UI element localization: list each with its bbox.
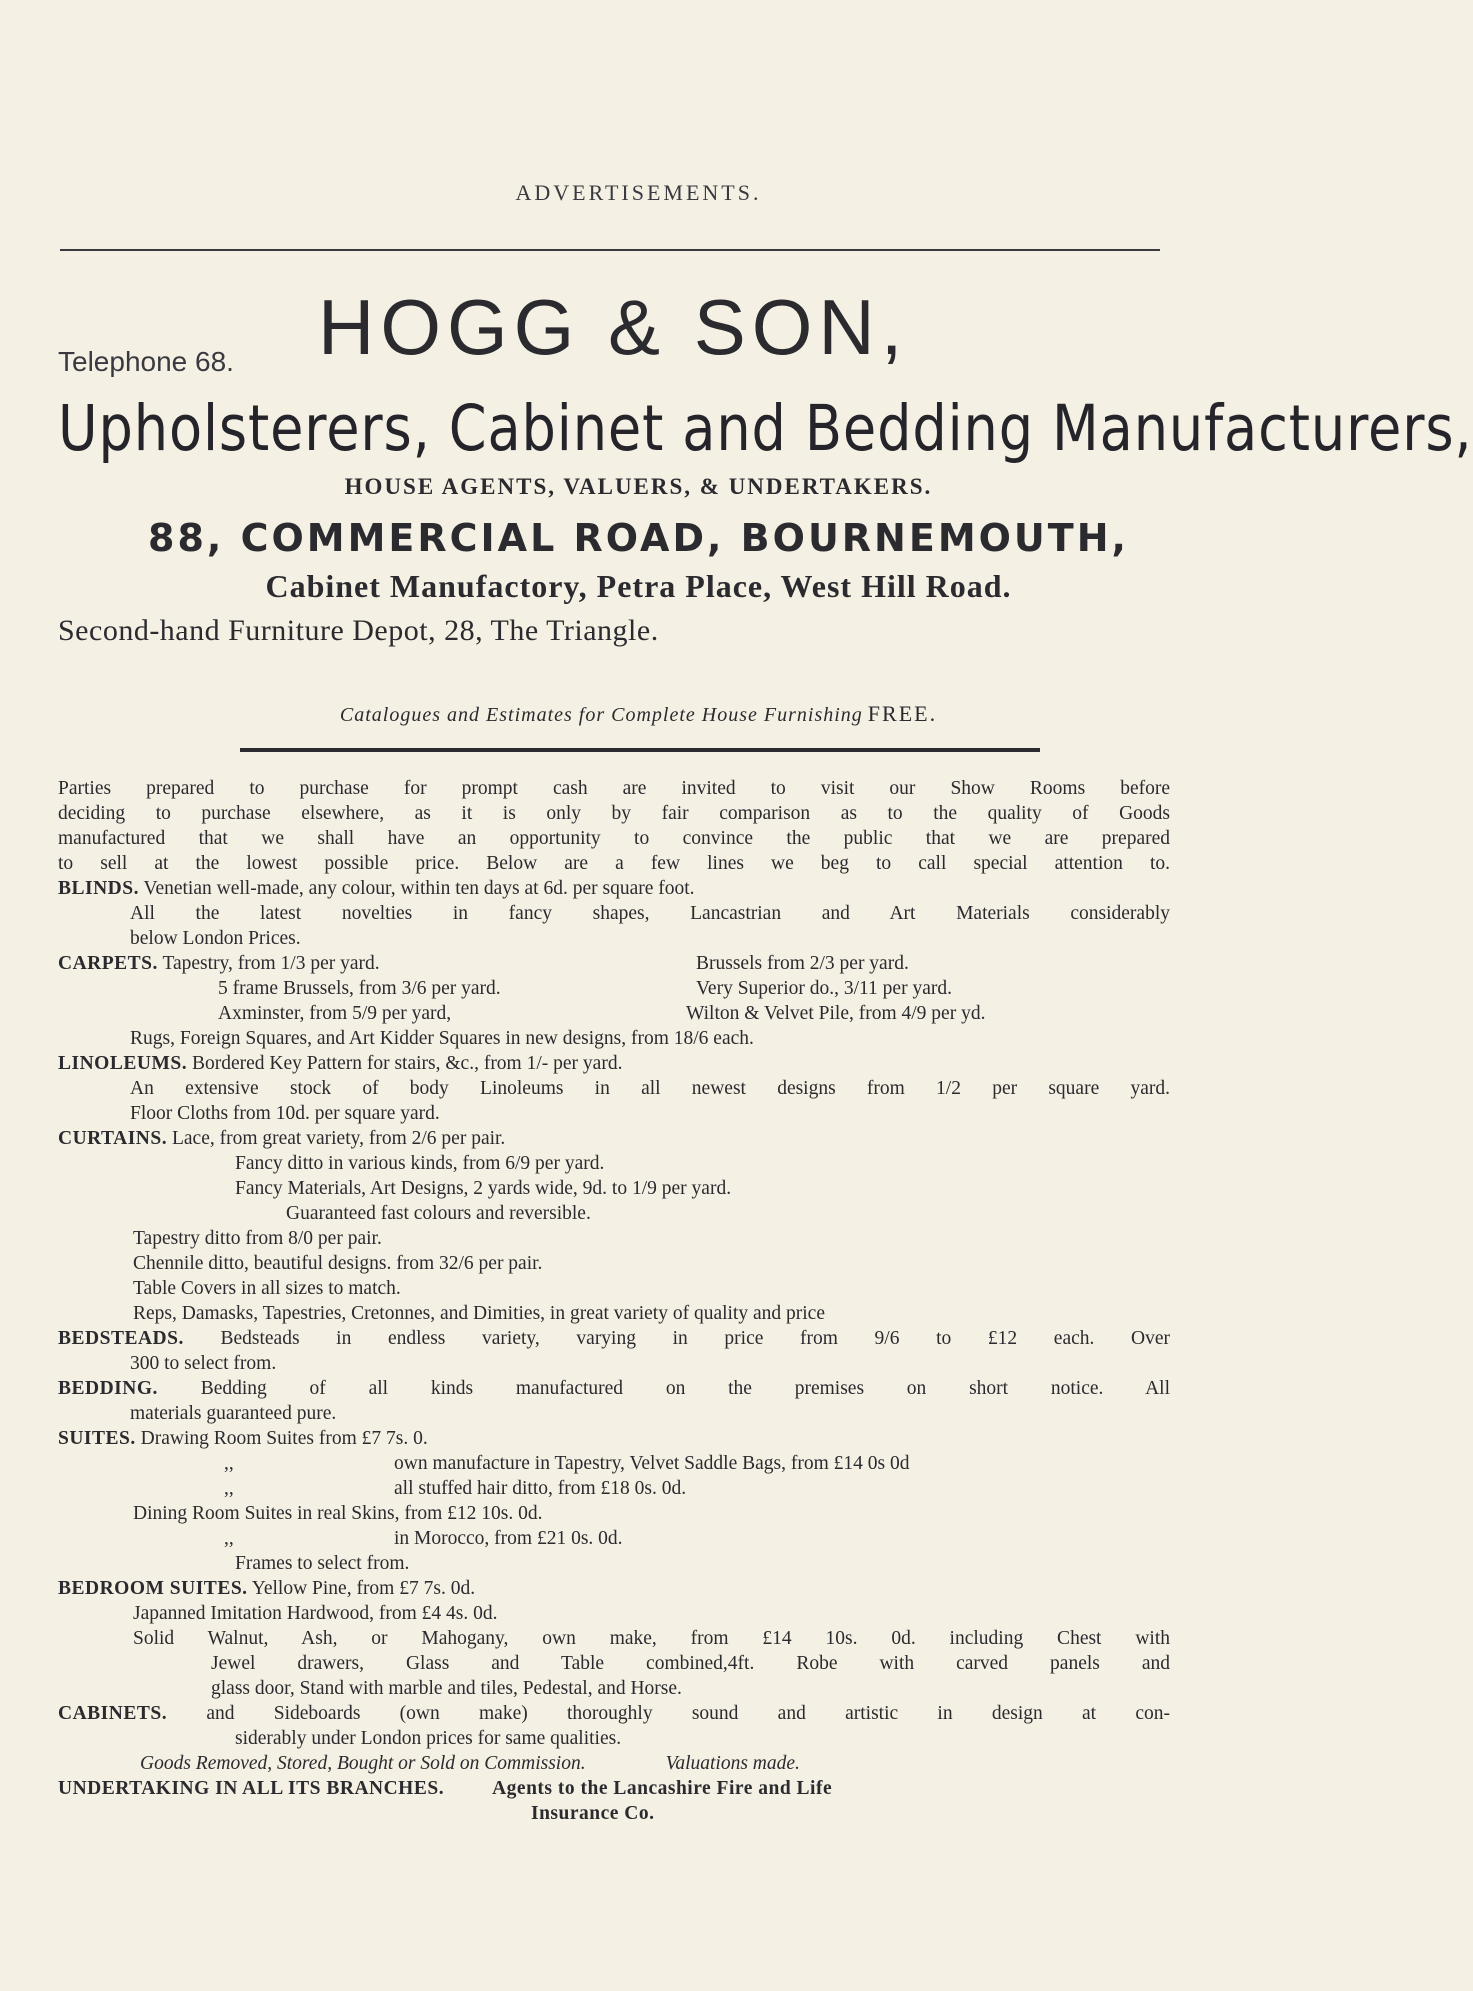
blinds-section [58, 876, 1170, 901]
bedsteads-section [58, 1326, 1170, 1351]
middle-rule [240, 748, 1040, 752]
goods-note: Goods Removed, Stored, Bought or Sold on Commission. [140, 1753, 586, 1774]
intro-line: Parties prepared to purchase for prompt cash are invited to visit our Show Rooms before [58, 778, 1170, 799]
depot-line: Second-hand Furniture Depot, 28, The Triangle. [58, 614, 659, 647]
bedroom-line: Yellow Pine, from £7 7s. 0d. [251, 1578, 476, 1599]
catalogue-text: Catalogues and Estimates for Complete House Furnishing [339, 704, 863, 726]
cabinets-line: and Sideboards (own make) thoroughly sound and artistic in design at con- [206, 1703, 1171, 1724]
catalogue-free: FREE. [867, 701, 938, 726]
bedroom-line: Solid Walnut, Ash, or Mahogany, own make, from £14 10s. 0d. including Chest with [133, 1628, 1170, 1649]
valuations-note: Valuations made. [665, 1753, 800, 1774]
price-list [58, 776, 1170, 1826]
suites-line: Dining Room Suites in real Skins, from £12 10s. 0d. [133, 1503, 543, 1524]
carpets-row [58, 976, 1170, 1001]
ditto-mark: ,, [224, 1478, 234, 1499]
intro-line: deciding to purchase elsewhere, as it is only by fair comparison as to the quality of Goods [58, 803, 1170, 824]
suites-row [58, 1451, 1170, 1476]
intro-line: manufactured that we shall have an opportunity to convince the public that we are prepared [58, 828, 1170, 849]
linoleums-heading: LINOLEUMS. [58, 1053, 188, 1074]
carpets-item: Axminster, from 5/9 per yard, [218, 1003, 452, 1024]
curtains-line: Fancy Materials, Art Designs, 2 yards wide, 9d. to 1/9 per yard. [235, 1178, 732, 1199]
curtains-line: Guaranteed fast colours and reversible. [286, 1203, 591, 1224]
curtains-line: Table Covers in all sizes to match. [133, 1278, 401, 1299]
cabinets-heading: CABINETS. [58, 1703, 168, 1724]
curtains-line: Tapestry ditto from 8/0 per pair. [133, 1228, 382, 1249]
bedding-line: Bedding of all kinds manufactured on the premises on short notice. All [200, 1378, 1171, 1399]
trade-heading: Upholsterers, Cabinet and Bedding Manufacturers, [58, 392, 1473, 465]
blinds-line: Venetian well-made, any colour, within ten days at 6d. per square foot. [143, 878, 695, 899]
insurance-line: Agents to the Lancashire Fire and Life [492, 1778, 833, 1799]
carpets-item: Wilton & Velvet Pile, from 4/9 per yd. [686, 1003, 986, 1024]
carpets-item: Brussels from 2/3 per yard. [696, 953, 909, 974]
linoleums-line: An extensive stock of body Linoleums in all newest designs from 1/2 per square yard. [130, 1078, 1170, 1099]
ditto-mark: ,, [224, 1453, 234, 1474]
suites-row [58, 1476, 1170, 1501]
top-rule [60, 249, 1160, 251]
bedding-section [58, 1376, 1170, 1401]
carpets-heading: CARPETS. [58, 953, 158, 974]
curtains-line: Fancy ditto in various kinds, from 6/9 per yard. [235, 1153, 605, 1174]
carpets-item: Very Superior do., 3/11 per yard. [696, 978, 952, 999]
carpets-item: Tapestry, from 1/3 per yard. [162, 953, 380, 974]
catalogue-line [0, 701, 1277, 727]
firm-name: HOGG & SON, [318, 283, 909, 371]
curtains-line: Lace, from great variety, from 2/6 per pair. [171, 1128, 506, 1149]
curtains-line: Reps, Damasks, Tapestries, Cretonnes, and Dimities, in great variety of quality and price [133, 1303, 825, 1324]
bedroom-line: Jewel drawers, Glass and Table combined,4ft. Robe with carved panels and [211, 1653, 1170, 1674]
curtains-heading: CURTAINS. [58, 1128, 168, 1149]
suites-section [58, 1426, 1170, 1451]
factory-line: Cabinet Manufactory, Petra Place, West Hill Road. [265, 568, 1012, 604]
bedroom-line: Japanned Imitation Hardwood, from £4 4s. 0d. [133, 1603, 498, 1624]
undertaking-row [58, 1776, 1170, 1801]
ditto-mark: ,, [224, 1528, 234, 1549]
carpets-row [58, 951, 1170, 976]
suites-row [58, 1526, 1170, 1551]
suites-line: in Morocco, from £21 0s. 0d. [394, 1528, 623, 1549]
blinds-line: below London Prices. [130, 928, 301, 949]
curtains-line: Chennile ditto, beautiful designs. from 32/6 per pair. [133, 1253, 543, 1274]
telephone: Telephone 68. [58, 346, 234, 377]
cabinets-section [58, 1701, 1170, 1726]
carpets-item: Rugs, Foreign Squares, and Art Kidder Squares in new designs, from 18/6 each. [130, 1028, 754, 1049]
undertaking-heading: UNDERTAKING IN ALL ITS BRANCHES. [58, 1778, 445, 1799]
bedroom-line: glass door, Stand with marble and tiles, Pedestal, and Horse. [211, 1678, 682, 1699]
bedsteads-line: Bedsteads in endless variety, varying in price from 9/6 to £12 each. Over [220, 1328, 1171, 1349]
bedroom-section [58, 1576, 1170, 1601]
carpets-row [58, 1001, 1170, 1026]
suites-line: all stuffed hair ditto, from £18 0s. 0d. [394, 1478, 687, 1499]
address-line: 88, COMMERCIAL ROAD, BOURNEMOUTH, [148, 516, 1129, 560]
blinds-line: All the latest novelties in fancy shapes, Lancastrian and Art Materials considerably [130, 903, 1170, 924]
bedroom-heading: BEDROOM SUITES. [58, 1578, 248, 1599]
bedding-heading: BEDDING. [58, 1378, 158, 1399]
intro-line: to sell at the lowest possible price. Below are a few lines we beg to call special attention to. [58, 853, 1170, 874]
insurance-line: Insurance Co. [531, 1803, 655, 1824]
carpets-item: 5 frame Brussels, from 3/6 per yard. [218, 978, 501, 999]
agents-line: HOUSE AGENTS, VALUERS, & UNDERTAKERS. [344, 474, 933, 499]
blinds-heading: BLINDS. [58, 878, 139, 899]
suites-line: own manufacture in Tapestry, Velvet Saddle Bags, from £14 0s 0d [394, 1453, 910, 1474]
curtains-section [58, 1126, 1170, 1151]
suites-heading: SUITES. [58, 1428, 136, 1449]
linoleums-section [58, 1051, 1170, 1076]
linoleums-line: Bordered Key Pattern for stairs, &c., from 1/- per yard. [191, 1053, 623, 1074]
suites-line: Drawing Room Suites from £7 7s. 0. [140, 1428, 428, 1449]
bedsteads-heading: BEDSTEADS. [58, 1328, 184, 1349]
cabinets-line: siderably under London prices for same qualities. [235, 1728, 622, 1749]
goods-row [58, 1751, 1170, 1776]
linoleums-line: Floor Cloths from 10d. per square yard. [130, 1103, 440, 1124]
bedsteads-line: 300 to select from. [130, 1353, 277, 1374]
running-head: ADVERTISEMENTS. [515, 180, 762, 205]
bedding-line: materials guaranteed pure. [130, 1403, 337, 1424]
suites-line: Frames to select from. [235, 1553, 410, 1574]
